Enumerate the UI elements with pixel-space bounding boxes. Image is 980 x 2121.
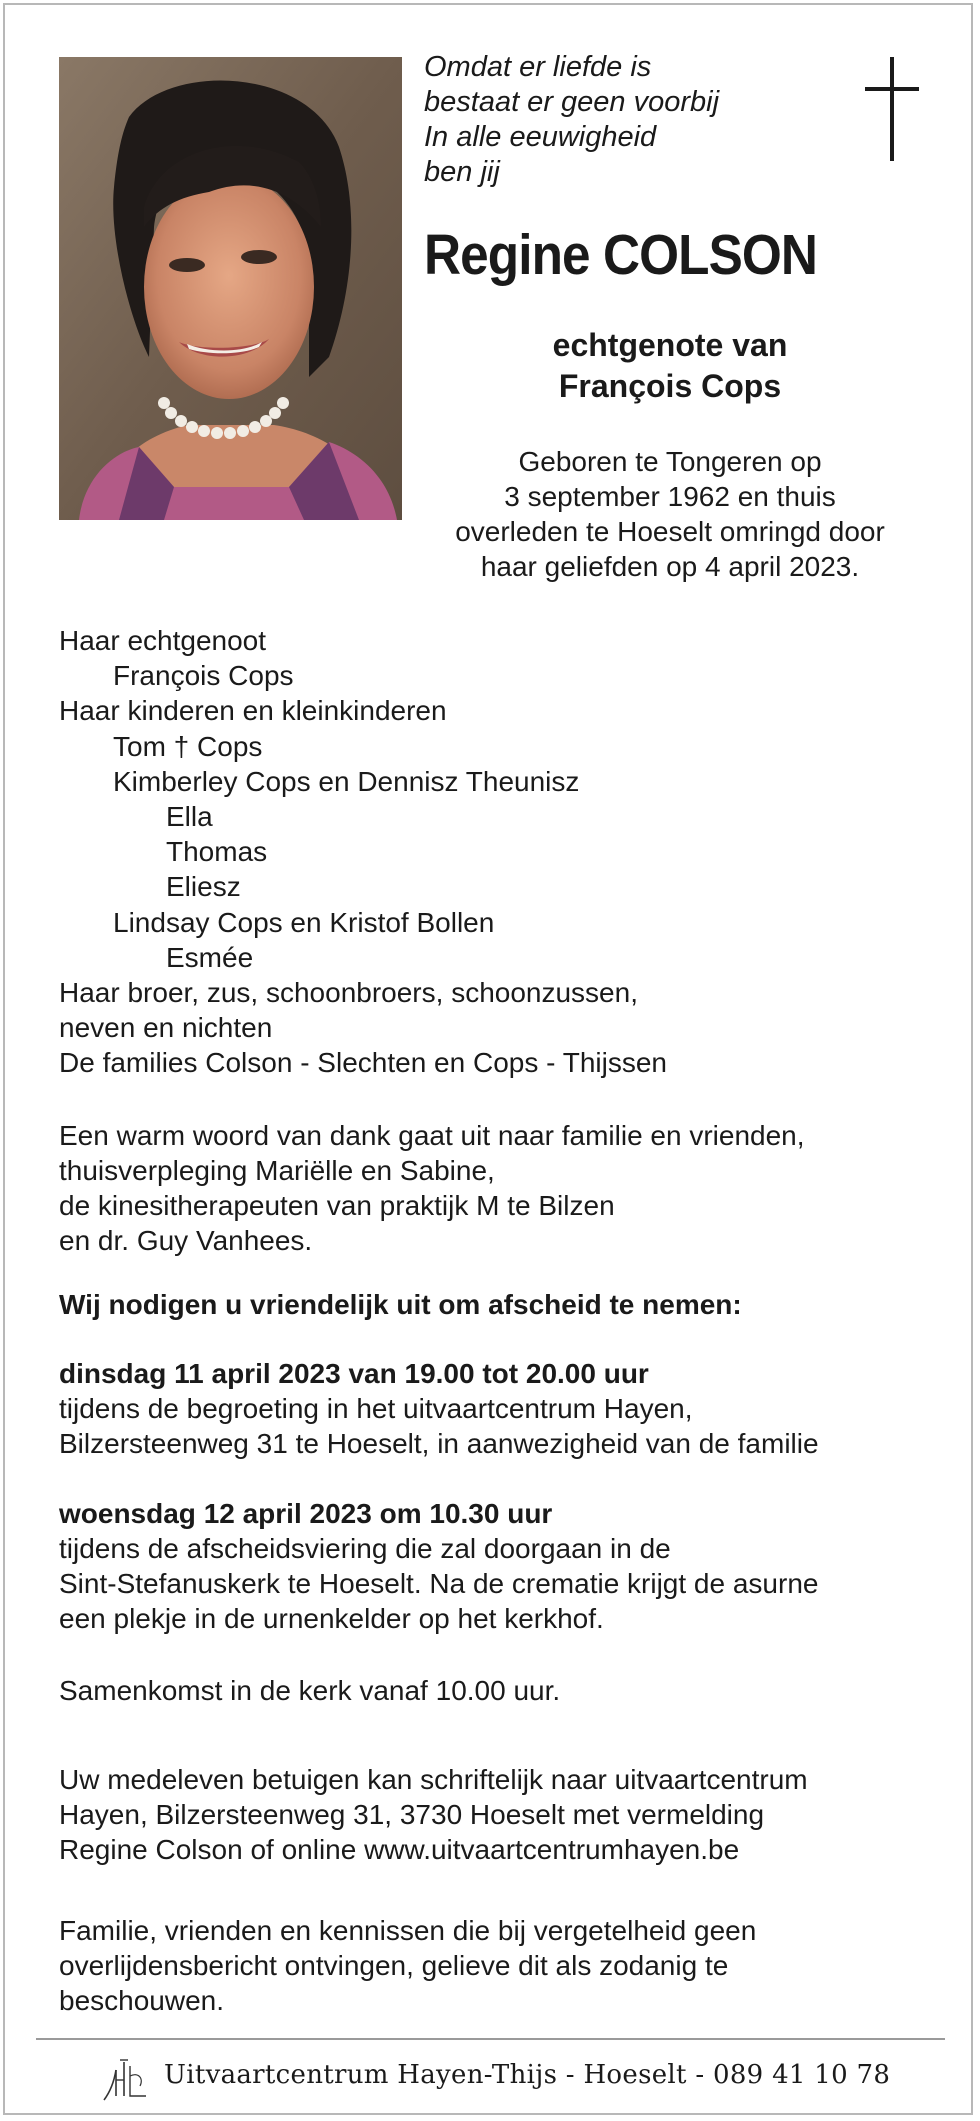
spouse-info — [430, 325, 910, 407]
notice-line: beschouwen. — [59, 1985, 225, 2016]
condolences-line: Regine Colson of online www.uitvaartcentrumhayen.be — [59, 1834, 740, 1865]
footer-divider — [36, 2038, 945, 2040]
poem-line: bestaat er geen voorbij — [424, 86, 720, 118]
poem-line: Omdat er liefde is — [424, 51, 652, 83]
event-line: Sint-Stefanuskerk te Hoeselt. Na de crematie krijgt de asurne — [59, 1568, 819, 1599]
event-line: tijdens de afscheidsviering die zal doorgaan in de — [59, 1533, 671, 1564]
memorial-poem — [424, 50, 824, 190]
family-member-line: neven en nichten — [59, 1012, 273, 1044]
family-member-line: Haar broer, zus, schoonbroers, schoonzussen, — [59, 977, 638, 1009]
thanks-line: Een warm woord van dank gaat uit naar familie en vrienden, — [59, 1120, 805, 1151]
poem-line: In alle eeuwigheid — [424, 121, 657, 153]
event-datetime: woensdag 12 april 2023 om 10.30 uur — [59, 1498, 553, 1529]
family-member-line: Kimberley Cops en Dennisz Theunisz — [113, 765, 580, 797]
family-member-line: Tom † Cops — [113, 730, 263, 762]
born-line: haar geliefden op 4 april 2023. — [480, 551, 860, 582]
cross-icon — [863, 57, 923, 161]
family-member-line: Lindsay Cops en Kristof Bollen — [113, 906, 495, 938]
born-line: Geboren te Tongeren op — [518, 446, 822, 477]
family-list — [59, 623, 667, 1081]
portrait-photo — [59, 57, 402, 520]
poem-line: ben jij — [424, 156, 500, 188]
gathering-note: Samenkomst in de kerk vanaf 10.00 uur. — [59, 1675, 561, 1706]
family-member-line: Ella — [166, 801, 213, 833]
condolences-line: Hayen, Bilzersteenweg 31, 3730 Hoeselt met vermelding — [59, 1799, 765, 1830]
family-member-line: De families Colson - Slechten en Cops - Thijssen — [59, 1047, 667, 1079]
born-line: overleden te Hoeselt omringd door — [455, 516, 885, 547]
thanks-paragraph — [59, 1118, 805, 1258]
family-member-line: Thomas — [166, 836, 268, 868]
event-visitation — [59, 1356, 819, 1461]
event-datetime: dinsdag 11 april 2023 van 19.00 tot 20.00 uur — [59, 1358, 649, 1389]
birth-death-info — [420, 444, 920, 584]
condolences-line: Uw medeleven betuigen kan schriftelijk naar uitvaartcentrum — [59, 1764, 808, 1795]
deceased-name: Regine COLSON — [424, 223, 818, 287]
spouse-line: echtgenote van — [552, 327, 788, 363]
event-ceremony — [59, 1496, 818, 1636]
spouse-name: François Cops — [558, 368, 782, 404]
funeral-home-contact: Uitvaartcentrum Hayen-Thijs - Hoeselt - 089 41 10 78 — [164, 2060, 891, 2090]
thanks-line: de kinesitherapeuten van praktijk M te Bilzen — [59, 1190, 615, 1221]
notice-line: overlijdensbericht ontvingen, gelieve dit als zodanig te — [59, 1950, 729, 1981]
notice-paragraph — [59, 1913, 756, 2018]
thanks-line: thuisverpleging Mariëlle en Sabine, — [59, 1155, 495, 1186]
event-line: Bilzersteenweg 31 te Hoeselt, in aanwezigheid van de familie — [59, 1428, 819, 1459]
thanks-line: en dr. Guy Vanhees. — [59, 1225, 313, 1256]
condolences-paragraph — [59, 1762, 808, 1867]
event-line: een plekje in de urnenkelder op het kerkhof. — [59, 1603, 604, 1634]
family-member-line: Esmée — [166, 941, 254, 973]
hayen-logo-icon — [100, 2056, 152, 2104]
family-member-line: Eliesz — [166, 871, 241, 903]
family-member-line: François Cops — [113, 660, 294, 692]
event-line: tijdens de begroeting in het uitvaartcentrum Hayen, — [59, 1393, 693, 1424]
born-line: 3 september 1962 en thuis — [504, 481, 836, 512]
family-member-line: Haar kinderen en kleinkinderen — [59, 695, 447, 727]
footer — [100, 2056, 920, 2096]
invite-heading: Wij nodigen u vriendelijk uit om afscheid te nemen: — [59, 1289, 742, 1320]
family-member-line: Haar echtgenoot — [59, 625, 267, 656]
notice-line: Familie, vrienden en kennissen die bij vergetelheid geen — [59, 1915, 757, 1946]
